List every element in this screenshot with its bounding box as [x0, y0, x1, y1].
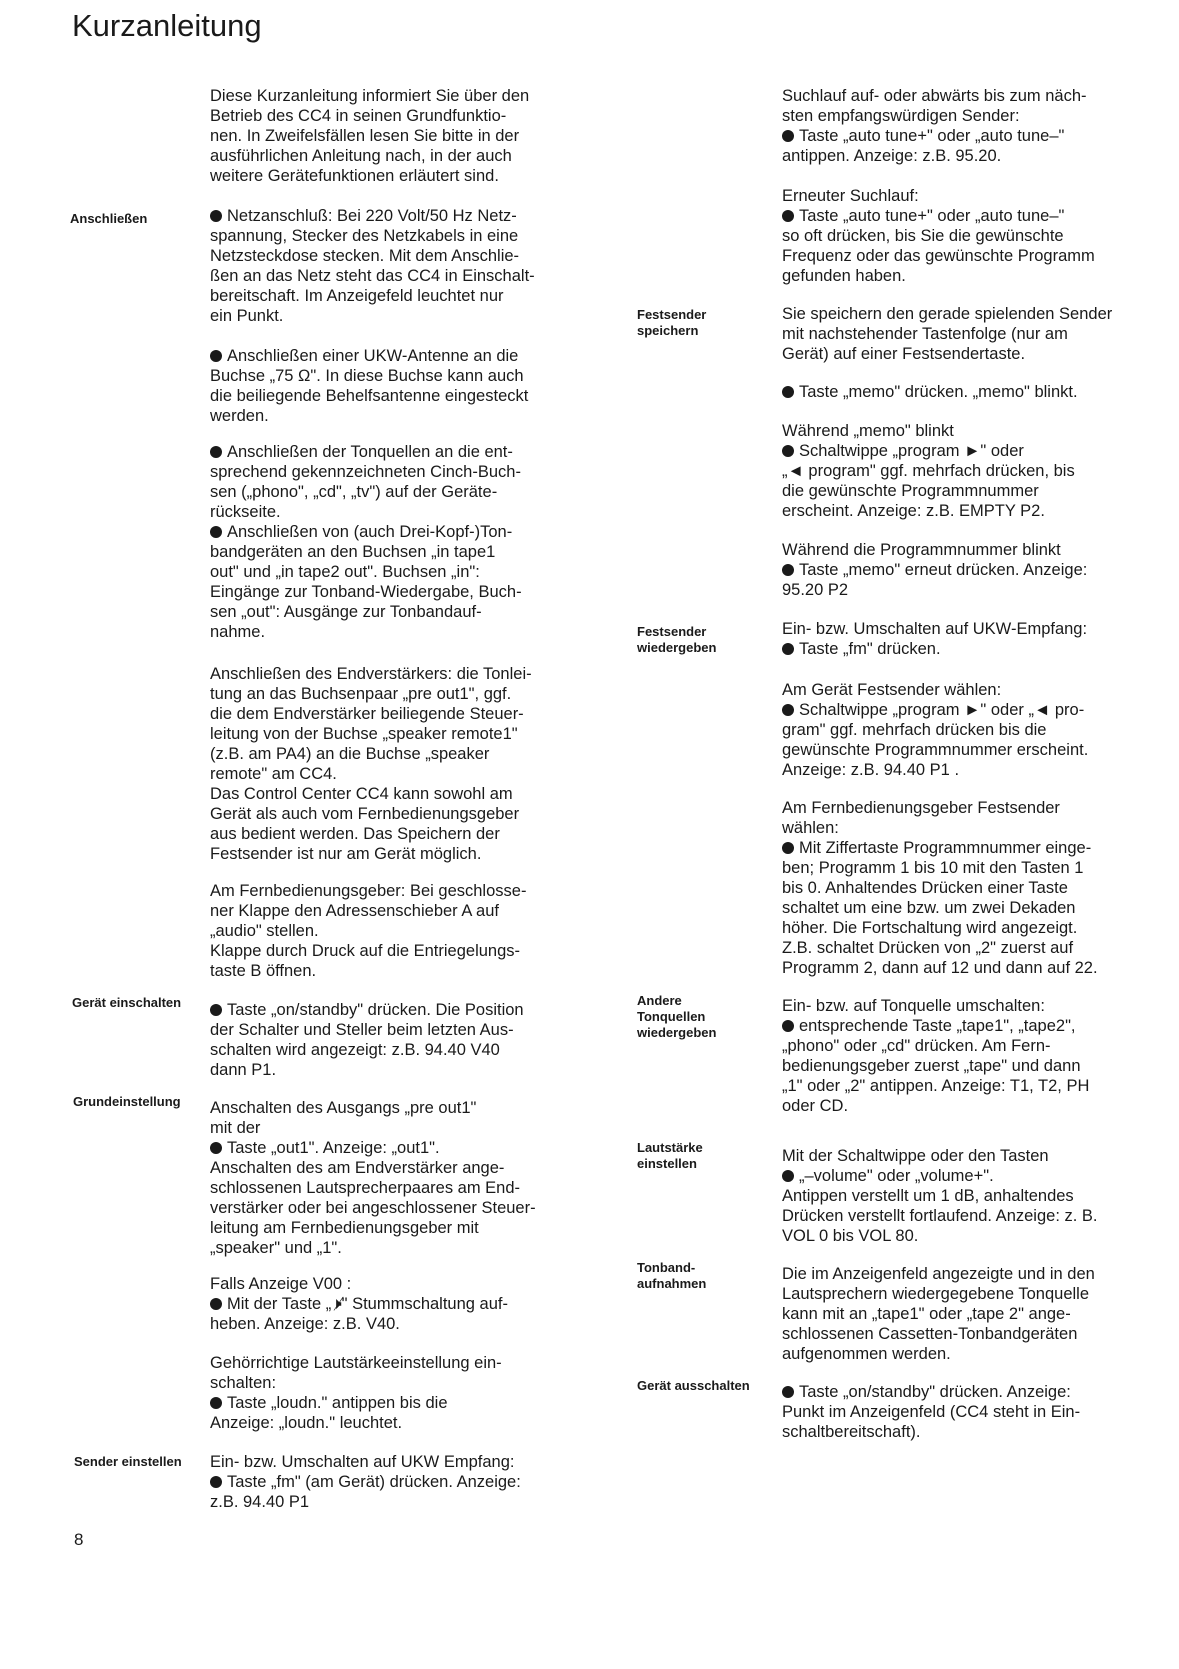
text-line: weitere Gerätefunktionen erläutert sind.: [210, 167, 499, 185]
text-line: oder CD.: [782, 1097, 849, 1115]
label-anschliessen: Anschließen: [70, 211, 148, 226]
text-line: Drücken verstellt fortlaufend. Anzeige: z. B.: [782, 1207, 1098, 1225]
text-line: sprechend gekennzeichneten Cinch-Buch-: [210, 463, 521, 481]
text-line: ner Klappe den Adressenschieber A auf: [210, 902, 499, 920]
text-line: Anzeige: z.B. 94.40 P1 .: [782, 761, 960, 779]
text-line: mit der: [210, 1119, 261, 1137]
text-line: mit nachstehender Tastenfolge (nur am: [782, 325, 1068, 343]
paragraph-tonquellen: [210, 442, 550, 642]
text-line: die dem Endverstärker beiliegende Steuer-: [210, 705, 524, 723]
text-line: dann P1.: [210, 1061, 277, 1079]
paragraph-fernbedienung: [210, 881, 550, 981]
text-line: Festsender ist nur am Gerät möglich.: [210, 845, 482, 863]
text-line: Mit der Taste „🕨̸" Stummschaltung auf-: [227, 1295, 508, 1313]
label-geraet-einschalten: Gerät einschalten: [72, 995, 182, 1010]
text-line: Taste „fm" drücken.: [799, 640, 941, 658]
text-line: Programm 2, dann auf 12 und dann auf 22.: [782, 959, 1098, 977]
paragraph-ausschalten: [782, 1382, 1112, 1442]
text-line: Während die Programmnummer blinkt: [782, 541, 1061, 559]
text-line: leitung am Fernbedienungsgeber mit: [210, 1219, 479, 1237]
text-line: Sie speichern den gerade spielenden Sender: [782, 305, 1113, 323]
text-line: ben; Programm 1 bis 10 mit den Tasten 1: [782, 859, 1084, 877]
text-line: Ein- bzw. auf Tonquelle umschalten:: [782, 997, 1045, 1015]
text-line: schaltet um eine bzw. um zwei Dekaden: [782, 899, 1076, 917]
bullet-icon: [782, 704, 794, 716]
text-line: Ein- bzw. Umschalten auf UKW Empfang:: [210, 1453, 515, 1471]
label-line: Tonquellen: [637, 1009, 706, 1024]
text-line: Anzeige: „loudn." leuchtet.: [210, 1414, 403, 1432]
text-line: Schaltwippe „program ►" oder: [799, 442, 1024, 460]
paragraph-ukw-empfang: [782, 619, 1112, 659]
bullet-icon: [782, 842, 794, 854]
bullet-icon: [210, 210, 222, 222]
text-line: Taste „auto tune+" oder „auto tune–": [799, 207, 1065, 225]
text-line: Während „memo" blinkt: [782, 422, 954, 440]
text-line: entsprechende Taste „tape1", „tape2",: [799, 1017, 1076, 1035]
text-line: Die im Anzeigenfeld angezeigte und in den: [782, 1265, 1095, 1283]
text-line: sen („phono", „cd", „tv") auf der Geräte-: [210, 483, 498, 501]
bullet-icon: [210, 446, 222, 458]
text-line: Taste „on/standby" drücken. Anzeige:: [799, 1383, 1071, 1401]
text-line: schlossenen Lautsprecherpaares am End-: [210, 1179, 521, 1197]
paragraph-programmnummer: [782, 540, 1112, 600]
label-line: aufnahmen: [637, 1276, 707, 1291]
bullet-icon: [782, 130, 794, 142]
bullet-icon: [782, 210, 794, 222]
paragraph-einschalten: [210, 1000, 550, 1080]
text-line: Taste „fm" (am Gerät) drücken. Anzeige:: [227, 1473, 521, 1491]
bullet-icon: [210, 1142, 222, 1154]
paragraph-geraet-festsender: [782, 680, 1112, 780]
paragraph-suchlauf: [782, 86, 1112, 166]
text-line: so oft drücken, bis Sie die gewünschte: [782, 227, 1064, 245]
text-line: wählen:: [782, 819, 839, 837]
paragraph-waehrend-memo: [782, 421, 1112, 521]
text-line: Gehörrichtige Lautstärkeeinstellung ein-: [210, 1354, 502, 1372]
bullet-icon: [782, 386, 794, 398]
text-line: 95.20 P2: [782, 581, 849, 599]
text-line: VOL 0 bis VOL 80.: [782, 1227, 919, 1245]
label-line: speichern: [637, 323, 699, 338]
text-line: Klappe durch Druck auf die Entriegelungs-: [210, 942, 521, 960]
text-line: rückseite.: [210, 503, 281, 521]
bullet-icon: [210, 350, 222, 362]
text-line: Suchlauf auf- oder abwärts bis zum näch-: [782, 87, 1087, 105]
bullet-icon: [782, 445, 794, 457]
text-line: Anschließen der Tonquellen an die ent-: [227, 443, 513, 461]
text-line: gefunden haben.: [782, 267, 906, 285]
text-line: nahme.: [210, 623, 266, 641]
text-line: Anschalten des am Endverstärker ange-: [210, 1159, 505, 1177]
label-andere-tonquellen: [637, 993, 762, 1041]
text-line: die gewünschte Programmnummer: [782, 482, 1039, 500]
text-line: bandgeräten an den Buchsen „in tape1: [210, 543, 496, 561]
text-line: Anschließen von (auch Drei-Kopf-)Ton-: [227, 523, 513, 541]
text-line: höher. Die Fortschaltung wird angezeigt.: [782, 919, 1078, 937]
text-line: „◄ program" ggf. mehrfach drücken, bis: [782, 462, 1075, 480]
text-line: leitung von der Buchse „speaker remote1": [210, 725, 518, 743]
bullet-icon: [210, 1397, 222, 1409]
page-title: Kurzanleitung: [72, 8, 262, 43]
text-line: Schaltwippe „program ►" oder „◄ pro-: [799, 701, 1085, 719]
label-line: Tonband-: [637, 1260, 696, 1275]
text-line: Taste „memo" erneut drücken. Anzeige:: [799, 561, 1088, 579]
text-line: die beiliegende Behelfsantenne eingesteckt: [210, 387, 529, 405]
text-line: Netzanschluß: Bei 220 Volt/50 Hz Netz-: [227, 207, 517, 225]
text-line: gewünschte Programmnummer erscheint.: [782, 741, 1089, 759]
text-line: schalten:: [210, 1374, 277, 1392]
text-line: Ein- bzw. Umschalten auf UKW-Empfang:: [782, 620, 1088, 638]
paragraph-tonbandaufnahmen: [782, 1264, 1112, 1364]
label-line: Festsender: [637, 624, 707, 639]
text-line: Falls Anzeige V00 :: [210, 1275, 352, 1293]
text-line: sen „out": Ausgänge zur Tonbandauf-: [210, 603, 482, 621]
text-line: Diese Kurzanleitung informiert Sie über den: [210, 87, 530, 105]
label-festsender-wiedergeben: [637, 624, 762, 656]
text-line: Mit Ziffertaste Programmnummer einge-: [799, 839, 1092, 857]
page-number: 8: [74, 1530, 84, 1549]
text-line: nen. In Zweifelsfällen lesen Sie bitte in der: [210, 127, 520, 145]
text-line: out" und „in tape2 out". Buchsen „in":: [210, 563, 480, 581]
text-line: spannung, Stecker des Netzkabels in eine: [210, 227, 519, 245]
label-line: wiedergeben: [637, 1025, 717, 1040]
label-lautstaerke: [637, 1140, 762, 1172]
text-line: tung an das Buchsenpaar „pre out1", ggf.: [210, 685, 512, 703]
text-line: ausführlichen Anleitung nach, in der auch: [210, 147, 512, 165]
text-line: Das Control Center CC4 kann sowohl am: [210, 785, 513, 803]
paragraph-loudness: [210, 1353, 550, 1433]
text-line: Betrieb des CC4 in seinen Grundfunktio-: [210, 107, 507, 125]
text-line: „phono" oder „cd" drücken. Am Fern-: [782, 1037, 1051, 1055]
label-sender-einstellen: Sender einstellen: [74, 1454, 182, 1469]
text-line: Anschalten des Ausgangs „pre out1": [210, 1099, 477, 1117]
paragraph-fern-festsender: [782, 798, 1112, 978]
text-line: werden.: [210, 407, 269, 425]
text-line: ßen an das Netz steht das CC4 in Einschalt-: [210, 267, 535, 285]
text-line: Frequenz oder das gewünschte Programm: [782, 247, 1095, 265]
text-line: der Schalter und Steller beim letzten Aus-: [210, 1021, 514, 1039]
text-line: z.B. 94.40 P1: [210, 1493, 310, 1511]
text-line: Punkt im Anzeigenfeld (CC4 steht in Ein-: [782, 1403, 1081, 1421]
bullet-icon: [782, 1386, 794, 1398]
bullet-icon: [210, 1004, 222, 1016]
paragraph-ukw-antenne: [210, 346, 550, 426]
paragraph-andere-tonquellen: [782, 996, 1112, 1116]
text-line: „–volume" oder „volume+".: [799, 1167, 994, 1185]
text-line: bedienungsgeber zuerst „tape" und dann: [782, 1057, 1081, 1075]
label-line: einstellen: [637, 1156, 697, 1171]
text-line: „audio" stellen.: [210, 922, 319, 940]
paragraph-memo: [782, 382, 1112, 402]
text-line: kann mit an „tape1" oder „tape 2" ange-: [782, 1305, 1071, 1323]
paragraph-lautstaerke: [782, 1146, 1112, 1246]
text-line: bereitschaft. Im Anzeigefeld leuchtet nur: [210, 287, 504, 305]
paragraph-erneuter-suchlauf: [782, 186, 1112, 286]
text-line: remote" am CC4.: [210, 765, 337, 783]
paragraph-netzanschluss: [210, 206, 550, 326]
text-line: Am Fernbedienungsgeber: Bei geschlosse-: [210, 882, 527, 900]
bullet-icon: [782, 643, 794, 655]
text-line: bis 0. Anhaltendes Drücken einer Taste: [782, 879, 1068, 897]
text-line: Gerät als auch vom Fernbedienungsgeber: [210, 805, 520, 823]
label-tonband: [637, 1260, 762, 1292]
paragraph-grundeinstellung: [210, 1098, 550, 1258]
text-line: Erneuter Suchlauf:: [782, 187, 919, 205]
text-line: Buchse „75 Ω". In diese Buchse kann auch: [210, 367, 524, 385]
text-line: ein Punkt.: [210, 307, 284, 325]
text-line: Am Gerät Festsender wählen:: [782, 681, 1002, 699]
text-line: aus bedient werden. Das Speichern der: [210, 825, 500, 843]
label-line: Lautstärke: [637, 1140, 703, 1155]
text-line: Taste „auto tune+" oder „auto tune–": [799, 127, 1065, 145]
label-geraet-ausschalten: Gerät ausschalten: [637, 1378, 750, 1393]
text-line: schaltbereitschaft).: [782, 1423, 921, 1441]
label-line: Andere: [637, 993, 682, 1008]
bullet-icon: [210, 1298, 222, 1310]
paragraph-v00: [210, 1274, 550, 1334]
bullet-icon: [782, 564, 794, 576]
label-festsender-speichern: [637, 307, 762, 339]
text-line: Taste „loudn." antippen bis die: [227, 1394, 448, 1412]
text-line: Taste „on/standby" drücken. Die Position: [227, 1001, 524, 1019]
text-line: Z.B. schaltet Drücken von „2" zuerst auf: [782, 939, 1074, 957]
text-line: Mit der Schaltwippe oder den Tasten: [782, 1147, 1049, 1165]
text-line: „speaker" und „1".: [210, 1239, 342, 1257]
label-line: Festsender: [637, 307, 707, 322]
paragraph-endverstaerker: [210, 664, 550, 864]
text-line: taste B öffnen.: [210, 962, 317, 980]
label-line: wiedergeben: [637, 640, 717, 655]
text-line: „1" oder „2" antippen. Anzeige: T1, T2, PH: [782, 1077, 1090, 1095]
text-line: Lautsprechern wiedergegebene Tonquelle: [782, 1285, 1090, 1303]
text-line: aufgenommen werden.: [782, 1345, 951, 1363]
bullet-icon: [782, 1170, 794, 1182]
label-grundeinstellung: Grundeinstellung: [73, 1094, 181, 1109]
paragraph-sender-einstellen: [210, 1452, 550, 1512]
paragraph-intro: [210, 86, 550, 186]
text-line: verstärker oder bei angeschlossener Steuer-: [210, 1199, 536, 1217]
text-line: gram" ggf. mehrfach drücken bis die: [782, 721, 1047, 739]
text-line: (z.B. am PA4) an die Buchse „speaker: [210, 745, 490, 763]
text-line: Netzsteckdose stecken. Mit dem Anschlie-: [210, 247, 520, 265]
text-line: Taste „out1". Anzeige: „out1".: [227, 1139, 440, 1157]
text-line: Gerät) auf einer Festsendertaste.: [782, 345, 1026, 363]
text-line: Anschließen einer UKW-Antenne an die: [227, 347, 519, 365]
text-line: schalten wird angezeigt: z.B. 94.40 V40: [210, 1041, 500, 1059]
bullet-icon: [782, 1020, 794, 1032]
text-line: Am Fernbedienungsgeber Festsender: [782, 799, 1060, 817]
text-line: erscheint. Anzeige: z.B. EMPTY P2.: [782, 502, 1045, 520]
text-line: Antippen verstellt um 1 dB, anhaltendes: [782, 1187, 1074, 1205]
text-line: Anschließen des Endverstärkers: die Tonlei-: [210, 665, 532, 683]
text-line: schlossenen Cassetten-Tonbandgeräten: [782, 1325, 1078, 1343]
text-line: antippen. Anzeige: z.B. 95.20.: [782, 147, 1002, 165]
paragraph-speichern: [782, 304, 1112, 364]
bullet-icon: [210, 526, 222, 538]
text-line: sten empfangswürdigen Sender:: [782, 107, 1020, 125]
text-line: Eingänge zur Tonband-Wiedergabe, Buch-: [210, 583, 522, 601]
text-line: heben. Anzeige: z.B. V40.: [210, 1315, 400, 1333]
text-line: Taste „memo" drücken. „memo" blinkt.: [799, 383, 1078, 401]
bullet-icon: [210, 1476, 222, 1488]
